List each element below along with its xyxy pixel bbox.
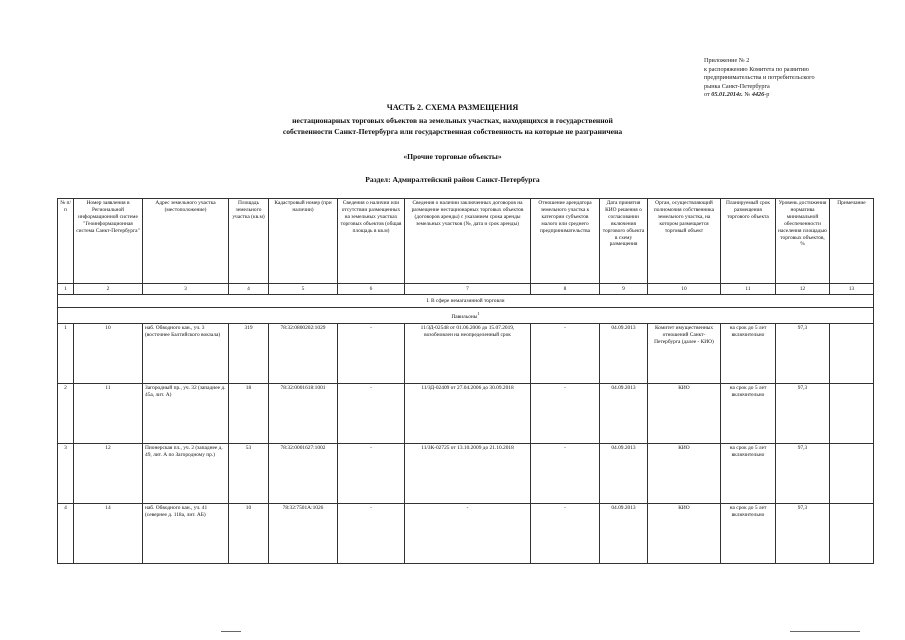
table-cell: 04.09.2013 (600, 383, 648, 443)
footer-mark (221, 631, 241, 632)
column-header: Орган, осуществляющий полномочия собственника земельного участка, на котором размещается торговый объект (648, 199, 721, 284)
table-cell: 3 (58, 443, 74, 503)
appendix-line: к распоряжению Комитета по развитию (704, 65, 809, 73)
description-line: нестационарных торговых объектов на земельных участках, находящихся в государственной (292, 116, 613, 125)
part-description (0, 116, 905, 137)
subgroup-label: Павильоны (451, 313, 478, 320)
table-row (58, 503, 874, 563)
column-number: 6 (338, 284, 405, 295)
number-prefix: № (744, 91, 751, 99)
table-cell: - (338, 443, 405, 503)
header-row (58, 199, 874, 284)
column-number: 11 (721, 284, 776, 295)
column-number-row (58, 284, 874, 295)
appendix-line: Приложение № 2 (704, 57, 750, 64)
table-cell: 12 (74, 443, 143, 503)
table-cell: - (338, 323, 405, 383)
appendix-line: рынка Санкт-Петербурга (704, 82, 770, 90)
table-cell: 1 (58, 323, 74, 383)
table-cell: 97,3 (776, 383, 830, 443)
subgroup-row (58, 308, 874, 324)
column-header: № п/п (58, 199, 74, 284)
subgroup-cell (58, 308, 874, 324)
column-number: 3 (143, 284, 229, 295)
table-cell: 10 (229, 503, 269, 563)
column-number: 9 (600, 284, 648, 295)
column-header: Кадастровый номер (при наличии) (269, 199, 338, 284)
table-cell: 14 (74, 503, 143, 563)
table-cell: 2 (58, 383, 74, 443)
table-cell: 11/ЗД-02548 от 01.06.2006 до 15.07.2019, возобновлен на неопределенный срок (405, 323, 531, 383)
table-cell: - (531, 383, 600, 443)
appendix-line: предпринимательства и потребительского (704, 74, 815, 82)
sphere-label: I. В сфере немагазинной торговли (58, 295, 874, 308)
table-cell: на срок до 5 лет включительно (721, 383, 776, 443)
table-cell: 18 (229, 383, 269, 443)
column-number: 5 (269, 284, 338, 295)
column-header: Примечание (830, 199, 874, 284)
description-line: собственности Санкт-Петербурга или государственная собственность на которые не разграничена (282, 126, 623, 136)
category-title: «Прочие торговые объекты» (403, 152, 502, 161)
table-row (58, 323, 874, 383)
column-number: 8 (531, 284, 600, 295)
column-header: Номер заявления в Региональной информационной системе "Геоинформационная система Санкт-Петербурга" (74, 199, 143, 284)
table-cell: наб. Обводного кан., уч. 3 (восточнее Балтийского вокзала) (143, 323, 229, 383)
table-cell: 78:32:7501А:1026 (269, 503, 338, 563)
table-cell: - (531, 503, 600, 563)
column-number: 10 (648, 284, 721, 295)
table-cell (830, 323, 874, 383)
column-header: Дата принятия КИО решения о согласовании включения торгового объекта в схему размещения (600, 199, 648, 284)
table-cell: 97,3 (776, 323, 830, 383)
column-header: Сведения о наличии или отсутствии размещенных на земельных участках торговых объектов (общая площадь в кв.м) (338, 199, 405, 284)
section-title: Раздел: Адмиралтейский район Санкт-Петербурга (365, 175, 540, 184)
table-cell: 04.09.2013 (600, 443, 648, 503)
table-cell: на срок до 5 лет включительно (721, 503, 776, 563)
table-cell: 10 (74, 323, 143, 383)
table-cell: 78:32:0001618:1001 (269, 383, 338, 443)
column-number: 1 (58, 284, 74, 295)
part-title: ЧАСТЬ 2. СХЕМА РАЗМЕЩЕНИЯ (386, 103, 519, 112)
table-cell: КИО (648, 443, 721, 503)
table-cell: Пионерская пл., уч. 2 (западнее д. 49, лит. А по Загородному пр.) (143, 443, 229, 503)
table-cell (830, 383, 874, 443)
table-cell: 319 (229, 323, 269, 383)
table-cell: 97,3 (776, 503, 830, 563)
sphere-row (58, 295, 874, 308)
table-cell: 11 (74, 383, 143, 443)
table-cell: КИО (648, 383, 721, 443)
table-cell: - (338, 503, 405, 563)
table-cell: 04.09.2013 (600, 323, 648, 383)
subgroup-footnote-mark: 1 (477, 311, 480, 316)
column-header: Отношение арендатора земельного участка к категории субъектов малого или среднего предпринимательства (531, 199, 600, 284)
table-cell: 04.09.2013 (600, 503, 648, 563)
handwritten-date: 05.01.2014г. (711, 91, 743, 99)
column-header: Планируемый срок размещения торгового объекта (721, 199, 776, 284)
appendix-date-line (704, 91, 894, 100)
number-suffix: -р (764, 91, 770, 99)
table-cell: на срок до 5 лет включительно (721, 443, 776, 503)
table-cell: 78:32:0800202:1029 (269, 323, 338, 383)
table-cell: - (338, 383, 405, 443)
table-cell: 11/ЗД-02409 от 27.04.2006 до 30.09.2018 (405, 383, 531, 443)
table-cell: - (531, 443, 600, 503)
table-cell: 11/ЗК-02725 от 13.10.2009 до 21.10.2018 (405, 443, 531, 503)
date-prefix: от (704, 91, 710, 99)
table-cell: - (531, 323, 600, 383)
table-cell: 78:32:0001627:1002 (269, 443, 338, 503)
column-number: 12 (776, 284, 830, 295)
column-header: Адрес земельного участка (местоположение) (143, 199, 229, 284)
table-cell: 97,3 (776, 443, 830, 503)
table-row (58, 383, 874, 443)
column-header: Сведения о наличии заключенных договоров на размещение нестационарных торговых объектов (договоров аренды) с указанием срока аренды земельных участков (№, дата и срок аренды) (405, 199, 531, 284)
table-cell: наб. Обводного кан., уч. 41 (севернее д. 118а, лит. АБ) (143, 503, 229, 563)
data-rows (58, 323, 874, 563)
column-header: Площадь земельного участка (кв.м) (229, 199, 269, 284)
footer-mark (790, 631, 860, 632)
appendix-note (704, 57, 894, 100)
table-cell: 4 (58, 503, 74, 563)
column-number: 13 (830, 284, 874, 295)
column-header: Уровень достижения норматива минимальной обеспеченности населения площадью торговых объектов, % (776, 199, 830, 284)
table-cell: на срок до 5 лет включительно (721, 323, 776, 383)
column-number: 2 (74, 284, 143, 295)
table-cell (830, 503, 874, 563)
table-cell: КИО (648, 503, 721, 563)
placement-scheme-table (57, 198, 874, 564)
table-cell: Комитет имущественных отношений Санкт-Петербурга (далее - КИО) (648, 323, 721, 383)
table-cell: Загородный пр., уч. 32 (западнее д. 45а, лит. А) (143, 383, 229, 443)
table-cell: 53 (229, 443, 269, 503)
handwritten-number: 4426 (751, 91, 765, 99)
column-number: 7 (405, 284, 531, 295)
column-number: 4 (229, 284, 269, 295)
table-row (58, 443, 874, 503)
table-cell (830, 443, 874, 503)
table-cell: - (405, 503, 531, 563)
